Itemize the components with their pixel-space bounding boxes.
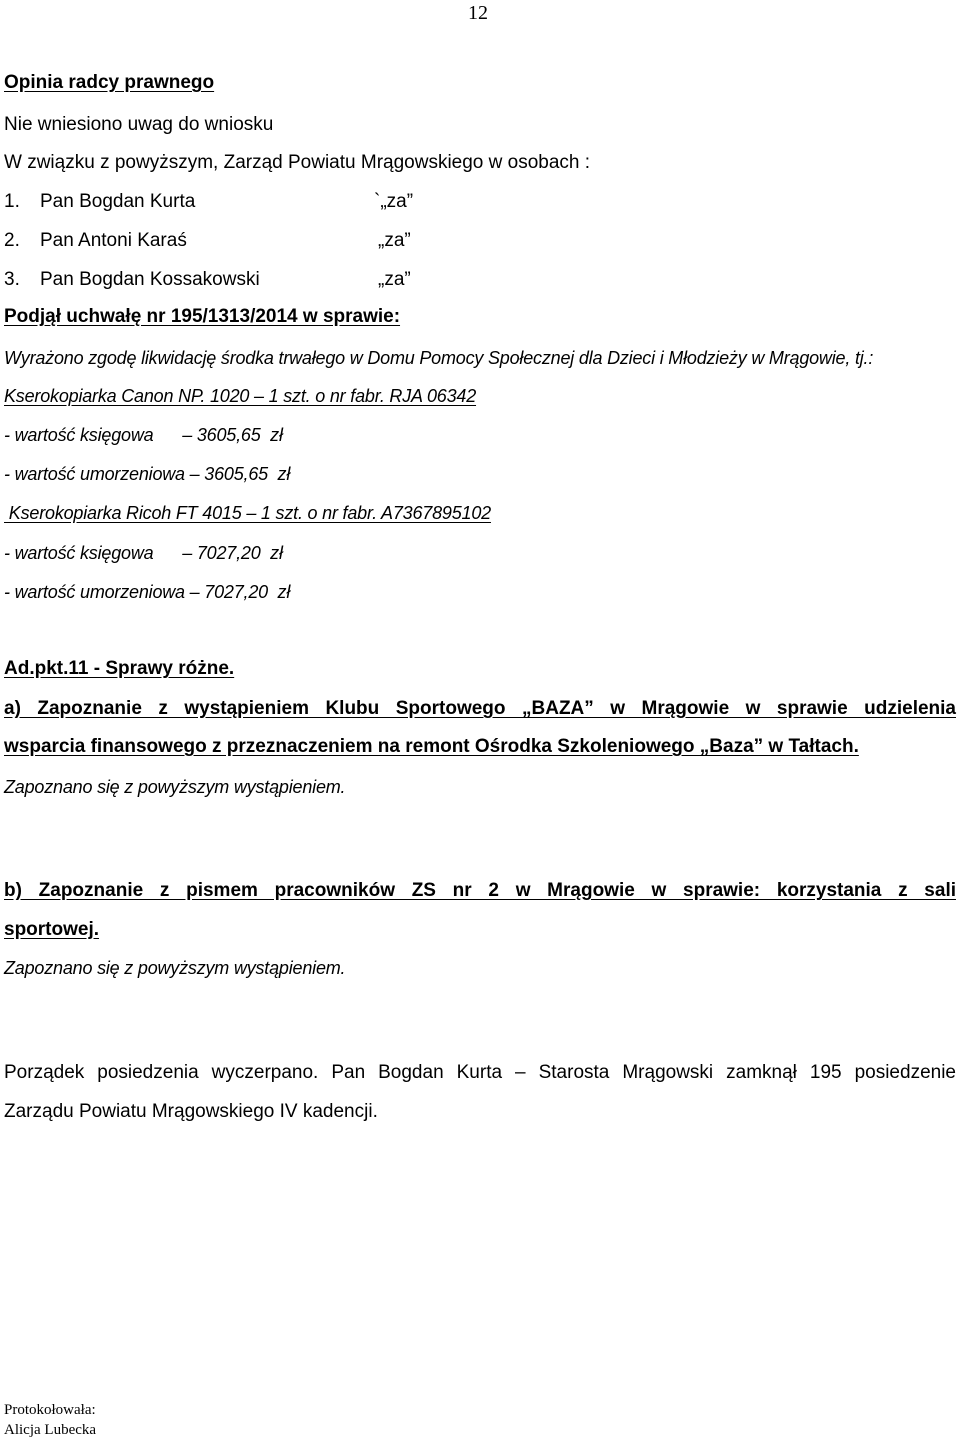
item2-book-value: - wartość księgowa – 7027,20 zł [4,543,283,563]
vote-member-name: Pan Bogdan Kurta [40,191,196,212]
item-b-note: Zapoznano się z powyższym wystąpieniem. [4,958,346,978]
vote-number: 1. [4,191,20,212]
item-b-line2: sportowej. [4,919,100,940]
vote-number: 3. [4,269,20,290]
minutes-taker-label: Protokołowała: [4,1402,96,1418]
item1-title: Kserokopiarka Canon NP. 1020 – 1 szt. o nr fabr. RJA 06342 [4,386,477,406]
vote-value: „za” [378,269,411,290]
item-b-block [4,880,956,902]
closing-line2: Zarządu Powiatu Mrągowskiego IV kadencji. [4,1101,378,1122]
item2-title: Kserokopiarka Ricoh FT 4015 – 1 szt. o nr fabr. A7367895102 [4,503,491,523]
item-a-line2: wsparcia finansowego z przeznaczeniem na remont Ośrodka Szkoleniowego „Baza” w Tałtach. [4,736,859,757]
item-b-line1: b) Zapoznanie z pismem pracowników ZS nr 2 w Mrągowie w sprawie: korzystania z sali [4,880,956,901]
vote-number: 2. [4,230,20,251]
vote-value: `„za” [374,191,414,212]
item1-book-value: - wartość księgowa – 3605,65 zł [4,425,283,445]
item-a-block [4,698,956,720]
legal-opinion-heading: Opinia radcy prawnego [4,72,215,93]
closing-line1: Porządek posiedzenia wyczerpano. Pan Bogdan Kurta – Starosta Mrągowski zamknął 195 posiedzenie [4,1062,956,1083]
misc-heading: Ad.pkt.11 - Sprawy różne. [4,658,235,679]
vote-member-name: Pan Bogdan Kossakowski [40,269,260,290]
vote-value: „za” [378,230,411,251]
resolution-heading: Podjął uchwałę nr 195/1313/2014 w sprawie: [4,306,401,327]
item2-depreciation-value: - wartość umorzeniowa – 7027,20 zł [4,582,291,602]
resolution-intro: Wyrażono zgodę likwidację środka trwałego w Domu Pomocy Społecznej dla Dzieci i Młodzieży w Mrągowie, tj.: [4,348,874,368]
minutes-taker-name: Alicja Lubecka [4,1422,97,1438]
page-number: 12 [468,2,488,24]
item1-depreciation-value: - wartość umorzeniowa – 3605,65 zł [4,464,291,484]
item-a-note: Zapoznano się z powyższym wystąpieniem. [4,777,346,797]
no-objections-text: Nie wniesiono uwag do wniosku [4,114,274,135]
closing-block [4,1062,956,1084]
item-a-line1: a) Zapoznanie z wystąpieniem Klubu Sportowego „BAZA” w Mrągowie w sprawie udzielenia [4,698,956,719]
board-members-intro: W związku z powyższym, Zarząd Powiatu Mrągowskiego w osobach : [4,152,591,173]
vote-member-name: Pan Antoni Karaś [40,230,187,251]
